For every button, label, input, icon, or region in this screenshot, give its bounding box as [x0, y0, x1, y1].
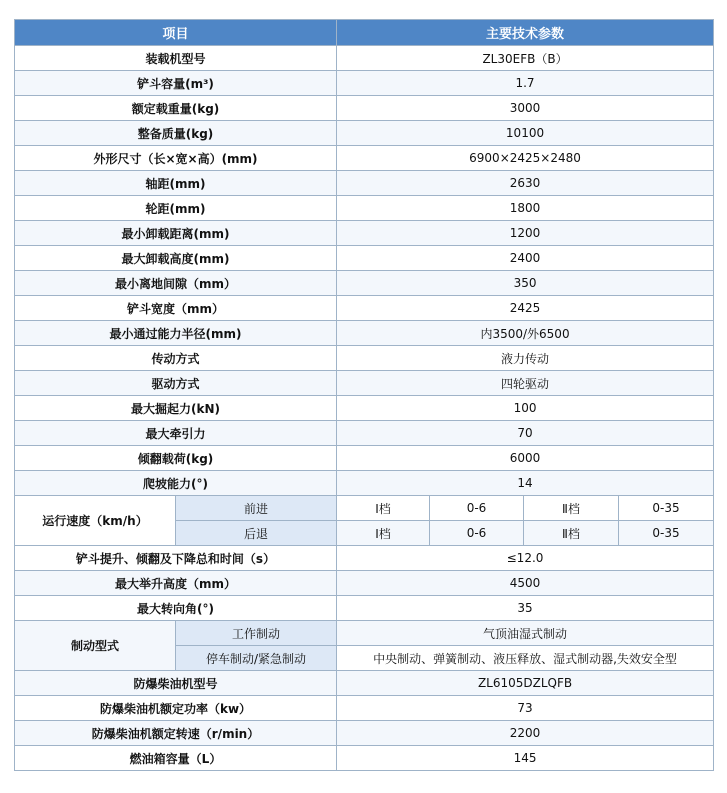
row-label: 最大掘起力(kN) [15, 396, 337, 421]
row-value: ZL6105DZLQFB [337, 671, 714, 696]
table-row [15, 446, 714, 471]
row-label: 额定载重量(kg) [15, 96, 337, 121]
table-row [15, 296, 714, 321]
table-row [15, 121, 714, 146]
row-label: 燃油箱容量（L） [15, 746, 337, 771]
row-label: 倾翻载荷(kg) [15, 446, 337, 471]
row-value: 四轮驱动 [337, 371, 714, 396]
speed-label: 运行速度（km/h） [15, 496, 176, 546]
table-row [15, 46, 714, 71]
row-label: 防爆柴油机型号 [15, 671, 337, 696]
row-label: 整备质量(kg) [15, 121, 337, 146]
row-value: 4500 [337, 571, 714, 596]
speed-reverse-val1: 0-6 [430, 521, 524, 546]
table-row [15, 571, 714, 596]
speed-forward-val2: 0-35 [619, 496, 714, 521]
table-row [15, 221, 714, 246]
row-label: 装载机型号 [15, 46, 337, 71]
row-value: 350 [337, 271, 714, 296]
speed-forward-gear2: Ⅱ档 [524, 496, 619, 521]
speed-reverse-gear2: Ⅱ档 [524, 521, 619, 546]
header-item: 项目 [15, 20, 337, 46]
table-row [15, 146, 714, 171]
table-row [15, 471, 714, 496]
table-row [15, 171, 714, 196]
row-label: 防爆柴油机额定功率（kw） [15, 696, 337, 721]
table-row [15, 271, 714, 296]
row-value: 6900×2425×2480 [337, 146, 714, 171]
speed-row-forward [15, 496, 714, 521]
brake-service-name: 工作制动 [176, 621, 337, 646]
row-value: 35 [337, 596, 714, 621]
speed-forward-dir: 前进 [176, 496, 337, 521]
table-row [15, 96, 714, 121]
row-label: 爬坡能力(°) [15, 471, 337, 496]
brake-parking-value: 中央制动、弹簧制动、液压释放、湿式制动器,失效安全型 [337, 646, 714, 671]
row-label: 传动方式 [15, 346, 337, 371]
row-value: 2400 [337, 246, 714, 271]
row-label: 最小卸载距离(mm) [15, 221, 337, 246]
table-header [15, 20, 714, 46]
row-label: 最大卸载高度(mm) [15, 246, 337, 271]
table-row [15, 546, 714, 571]
speed-reverse-val2: 0-35 [619, 521, 714, 546]
row-value: 70 [337, 421, 714, 446]
table-row [15, 346, 714, 371]
row-value: 3000 [337, 96, 714, 121]
spec-table [14, 19, 714, 771]
row-value: 14 [337, 471, 714, 496]
row-value: 内3500/外6500 [337, 321, 714, 346]
row-value: 100 [337, 396, 714, 421]
table-row [15, 321, 714, 346]
header-params: 主要技术参数 [337, 20, 714, 46]
table-row [15, 671, 714, 696]
speed-reverse-dir: 后退 [176, 521, 337, 546]
table-row [15, 371, 714, 396]
table-row [15, 396, 714, 421]
row-value: 1200 [337, 221, 714, 246]
table-row [15, 196, 714, 221]
row-value: 液力传动 [337, 346, 714, 371]
table-row [15, 71, 714, 96]
row-label: 外形尺寸（长×宽×高）(mm) [15, 146, 337, 171]
row-label: 最小离地间隙（mm） [15, 271, 337, 296]
row-value: 6000 [337, 446, 714, 471]
row-label: 最小通过能力半径(mm) [15, 321, 337, 346]
row-label: 铲斗容量(m³) [15, 71, 337, 96]
row-value: 1800 [337, 196, 714, 221]
row-label: 铲斗提升、倾翻及下降总和时间（s） [15, 546, 337, 571]
brake-service-value: 气顶油湿式制动 [337, 621, 714, 646]
brake-row-service [15, 621, 714, 646]
row-value: 1.7 [337, 71, 714, 96]
speed-reverse-gear1: Ⅰ档 [337, 521, 430, 546]
row-label: 轴距(mm) [15, 171, 337, 196]
table-row [15, 246, 714, 271]
row-label: 轮距(mm) [15, 196, 337, 221]
row-label: 最大转向角(°) [15, 596, 337, 621]
row-label: 铲斗宽度（mm） [15, 296, 337, 321]
row-value: ZL30EFB（B） [337, 46, 714, 71]
row-value: 73 [337, 696, 714, 721]
row-value: 2630 [337, 171, 714, 196]
row-label: 防爆柴油机额定转速（r/min） [15, 721, 337, 746]
row-value: 145 [337, 746, 714, 771]
speed-forward-val1: 0-6 [430, 496, 524, 521]
brake-label: 制动型式 [15, 621, 176, 671]
row-value: 10100 [337, 121, 714, 146]
row-label: 最大牵引力 [15, 421, 337, 446]
row-label: 最大举升高度（mm） [15, 571, 337, 596]
table-row [15, 721, 714, 746]
brake-parking-name: 停车制动/紧急制动 [176, 646, 337, 671]
row-value: ≤12.0 [337, 546, 714, 571]
table-row [15, 746, 714, 771]
table-row [15, 696, 714, 721]
table-row [15, 421, 714, 446]
table-row [15, 596, 714, 621]
row-label: 驱动方式 [15, 371, 337, 396]
row-value: 2425 [337, 296, 714, 321]
speed-forward-gear1: Ⅰ档 [337, 496, 430, 521]
row-value: 2200 [337, 721, 714, 746]
